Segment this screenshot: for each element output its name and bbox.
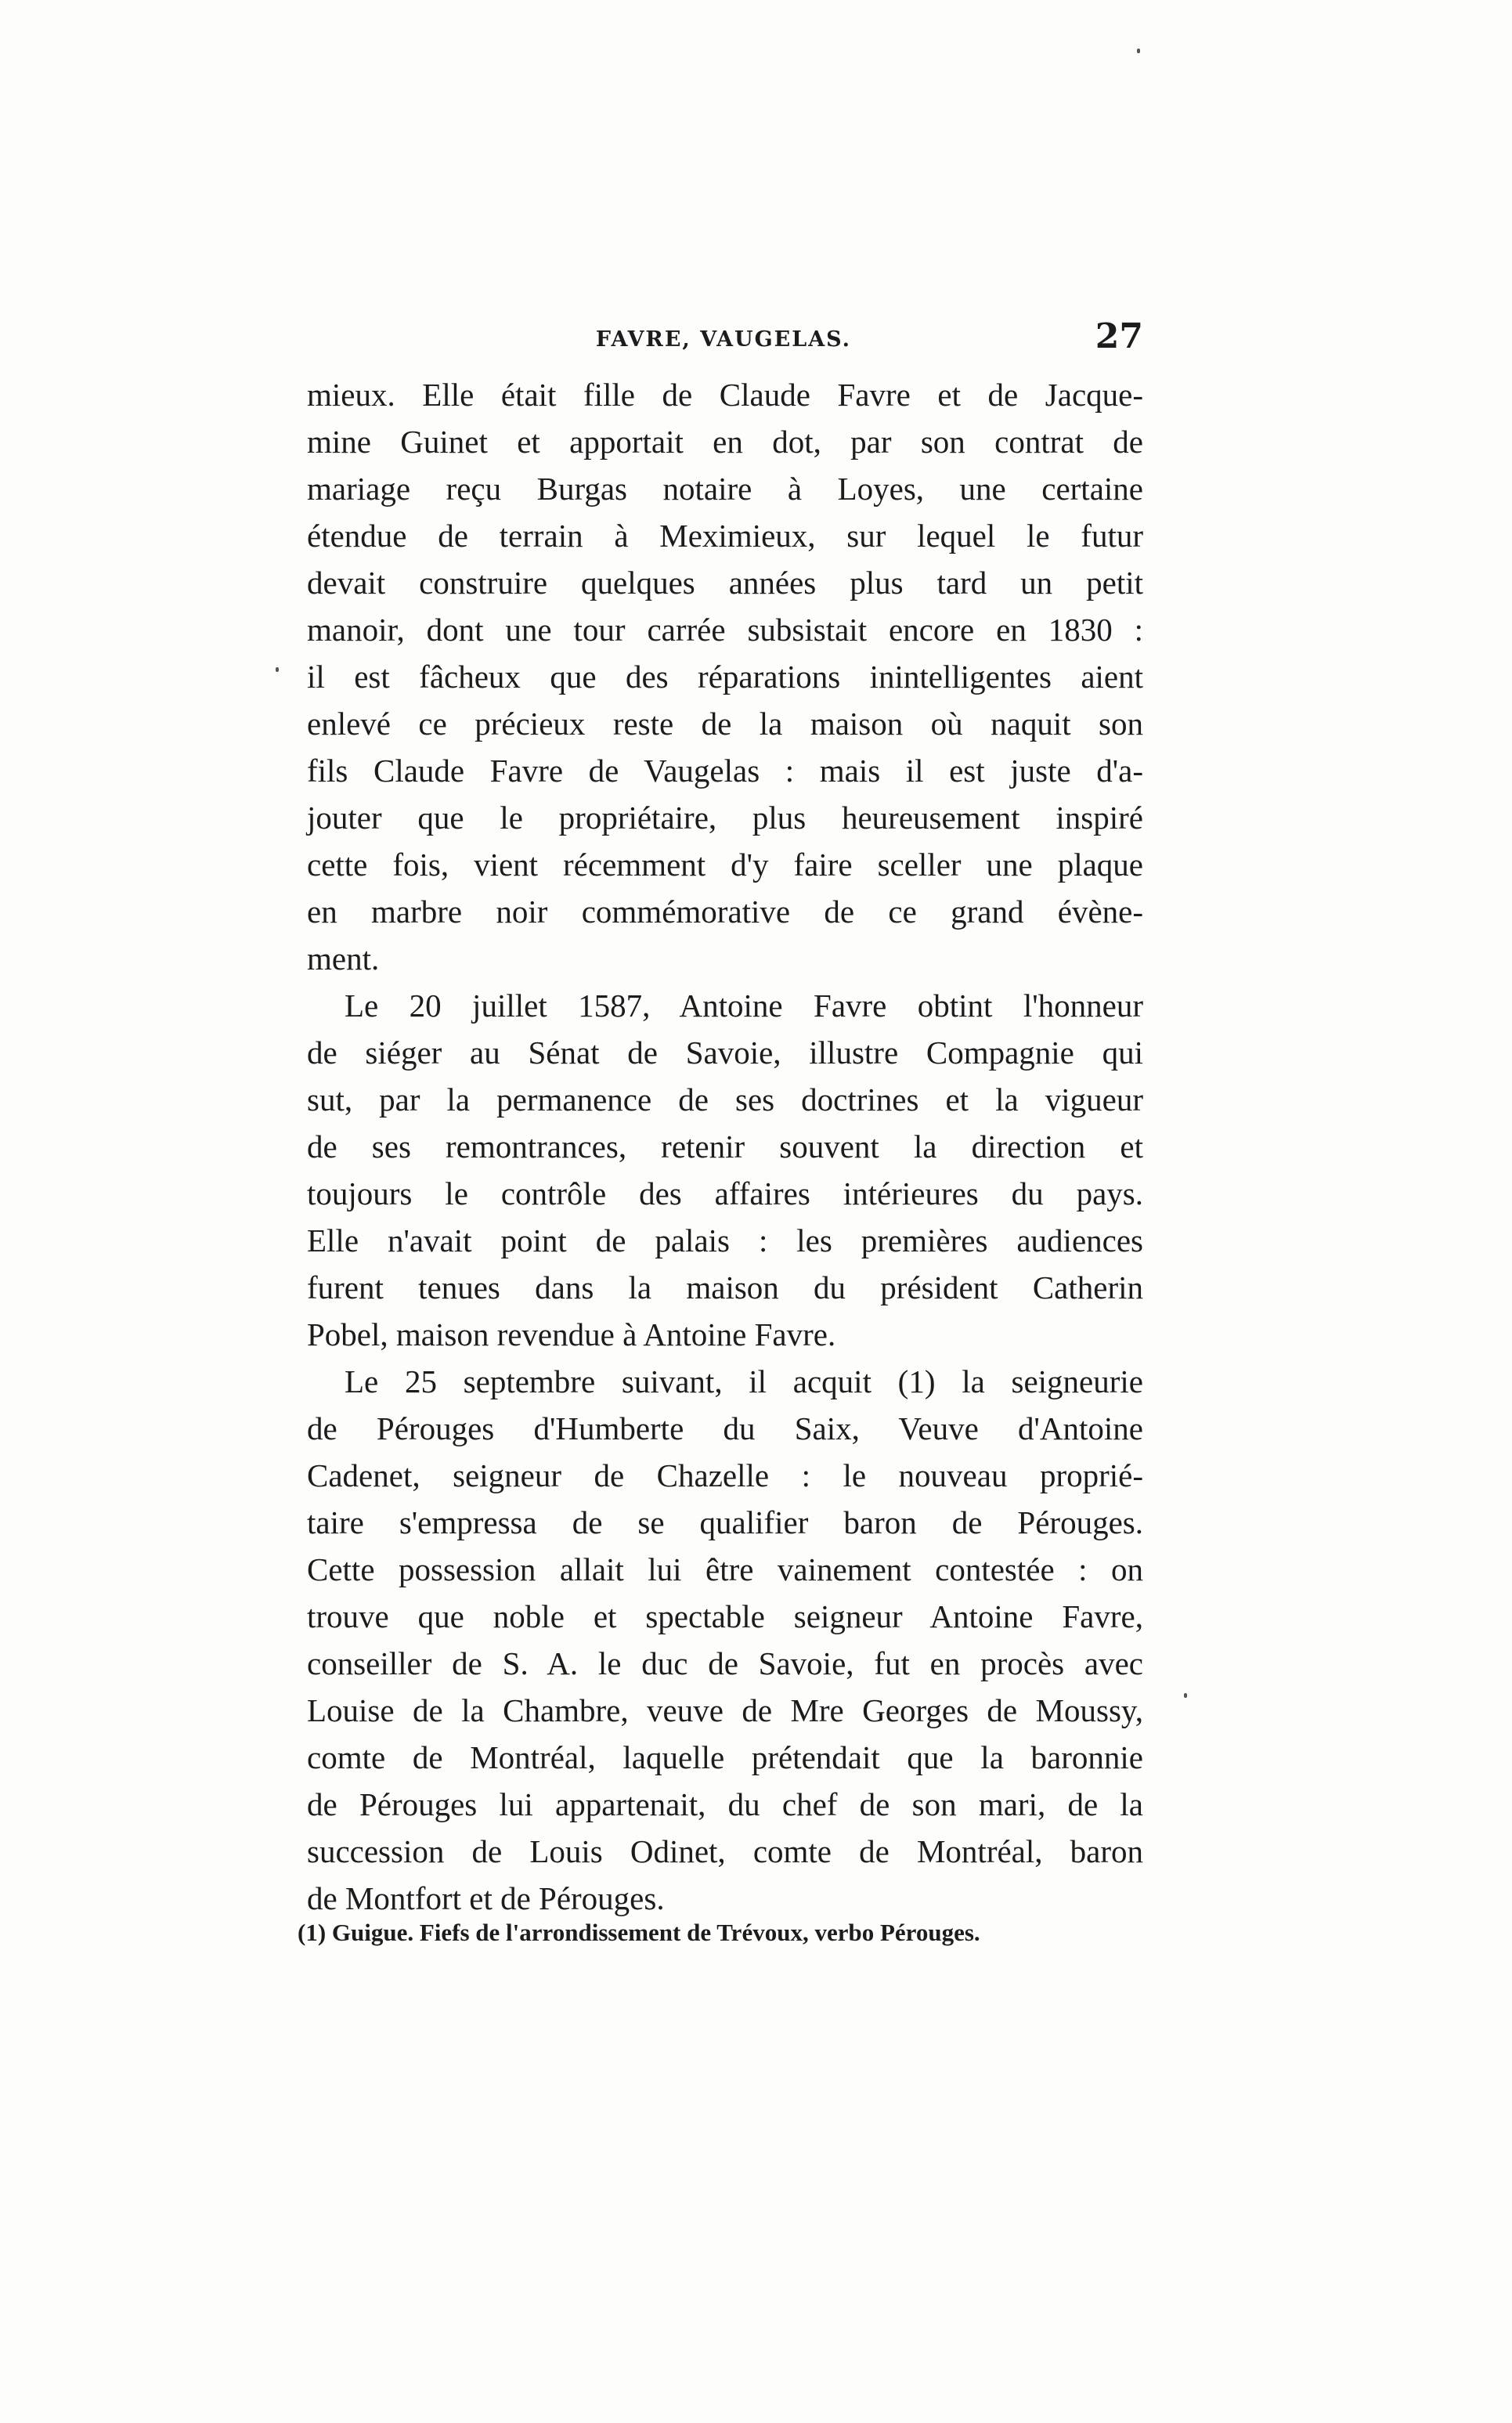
text-line: de Pérouges d'Humberte du Saix, Veuve d'Antoine — [307, 1410, 1143, 1446]
text-line: jouter que le propriétaire, plus heureusement inspiré — [307, 800, 1143, 836]
text-line: trouve que noble et spectable seigneur Antoine Favre, — [307, 1598, 1143, 1634]
text-line: toujours le contrôle des affaires intérieures du pays. — [307, 1175, 1143, 1212]
text-line: comte de Montréal, laquelle prétendait que la baronnie — [307, 1739, 1143, 1775]
text-line: furent tenues dans la maison du président Catherin — [307, 1269, 1143, 1305]
text-line: il est fâcheux que des réparations inintelligentes aient — [307, 659, 1143, 695]
text-line: Cette possession allait lui être vainement contestée : on — [307, 1551, 1143, 1587]
text-line: mieux. Elle était fille de Claude Favre et de Jacque- — [307, 377, 1143, 413]
text-line: fils Claude Favre de Vaugelas : mais il est juste d'a- — [307, 753, 1143, 789]
running-head — [304, 316, 1143, 368]
text-line: taire s'empressa de se qualifier baron de Pérouges. — [307, 1504, 1143, 1540]
text-line: sut, par la permanence de ses doctrines et la vigueur — [307, 1082, 1143, 1118]
text-line: Le 20 juillet 1587, Antoine Favre obtint l'honneur — [345, 988, 1143, 1024]
text-line: enlevé ce précieux reste de la maison où naquit son — [307, 706, 1143, 742]
scan-speck — [1137, 49, 1140, 53]
footnote: (1) Guigue. Fiefs de l'arrondissement de Trévoux, verbo Pérouges. — [298, 1919, 980, 1946]
text-line: de siéger au Sénat de Savoie, illustre Compagnie qui — [307, 1035, 1143, 1071]
text-line: mariage reçu Burgas notaire à Loyes, une certaine — [307, 471, 1143, 507]
text-line: de Pérouges lui appartenait, du chef de son mari, de la — [307, 1786, 1143, 1822]
text-line: Elle n'avait point de palais : les premières audiences — [307, 1222, 1143, 1258]
page-number: 27 — [1095, 316, 1143, 356]
text-line: Cadenet, seigneur de Chazelle : le nouveau proprié- — [307, 1457, 1143, 1493]
scan-speck — [276, 667, 279, 672]
text-line: de Montfort et de Pérouges. — [307, 1880, 665, 1916]
text-line: succession de Louis Odinet, comte de Montréal, baron — [307, 1833, 1143, 1869]
text-line: Louise de la Chambre, veuve de Mre Georges de Moussy, — [307, 1692, 1143, 1728]
text-line: cette fois, vient récemment d'y faire sceller une plaque — [307, 847, 1143, 883]
text-line: en marbre noir commémorative de ce grand évène- — [307, 894, 1143, 930]
text-line: manoir, dont une tour carrée subsistait encore en 1830 : — [307, 612, 1143, 648]
body-text — [307, 371, 1143, 1922]
text-line: étendue de terrain à Meximieux, sur lequel le futur — [307, 518, 1143, 554]
text-line: mine Guinet et apportait en dot, par son contrat de — [307, 424, 1143, 460]
running-title: FAVRE, VAUGELAS. — [595, 327, 852, 352]
text-line: devait construire quelques années plus tard un petit — [307, 565, 1143, 601]
scan-speck — [1184, 1693, 1187, 1698]
text-line: Le 25 septembre suivant, il acquit (1) la seigneurie — [345, 1363, 1143, 1399]
text-line: de ses remontrances, retenir souvent la direction et — [307, 1128, 1143, 1165]
text-line: Pobel, maison revendue à Antoine Favre. — [307, 1316, 836, 1352]
text-line: ment. — [307, 941, 380, 977]
text-line: conseiller de S. A. le duc de Savoie, fut en procès avec — [307, 1645, 1143, 1681]
